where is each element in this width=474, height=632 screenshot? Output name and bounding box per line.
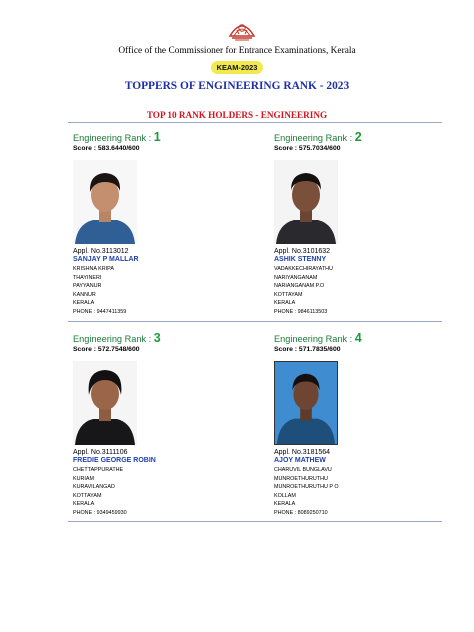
topper-card-rank-2 (274, 130, 464, 317)
rank-line: Engineering Rank : 2 (274, 130, 362, 144)
divider (68, 521, 442, 522)
address-line: KOTTAYAM (274, 291, 303, 298)
phone: PHONE : 8089250710 (274, 509, 328, 516)
page-title: TOPPERS OF ENGINEERING RANK - 2023 (124, 80, 350, 92)
topper-card-rank-1 (73, 130, 263, 317)
office-title: Office of the Commissioner for Entrance Examinations, Kerala (118, 46, 356, 56)
address-line: NARIANGANAM P.O (274, 283, 325, 290)
address-line: KANNUR (73, 291, 96, 298)
address-line: KOTTAYAM (73, 492, 102, 499)
student-name: SANJAY P MALLAR (73, 256, 139, 263)
student-name: AJOY MATHEW (274, 457, 326, 464)
address-line: CHETTAPPURATHE (73, 467, 124, 473)
topper-card-rank-3 (73, 331, 263, 518)
rank-number: 1 (153, 130, 161, 144)
student-photo (73, 160, 137, 244)
address-line: KERALA (73, 501, 95, 508)
divider (68, 321, 442, 322)
address-line: MUNROETHURUTHU (274, 475, 328, 482)
address-line: KURAVILANGAD (73, 484, 115, 491)
exam-badge: KEAM-2023 (211, 61, 263, 74)
address-line: KERALA (73, 300, 95, 307)
phone: PHONE : 9846113503 (274, 308, 328, 315)
address-line: KERALA (274, 501, 296, 508)
address-line: KURIAM (73, 475, 94, 482)
student-photo (274, 160, 338, 244)
score: Score : 571.7835/600 (274, 346, 341, 353)
address-line: KERALA (274, 300, 296, 307)
application-number: Appl. No.3111106 (73, 449, 128, 456)
divider (68, 122, 442, 123)
phone: PHONE : 9349459930 (73, 509, 127, 516)
student-photo (274, 361, 338, 445)
phone: PHONE : 9447411359 (73, 308, 127, 315)
rank-number: 4 (354, 331, 362, 345)
address-block (73, 466, 263, 518)
score: Score : 575.7034/600 (274, 145, 341, 152)
rank-line: Engineering Rank : 4 (274, 331, 362, 345)
application-number: Appl. No.3113012 (73, 248, 129, 255)
address-block (274, 466, 464, 518)
address-line: PAYYANUR (73, 283, 102, 290)
application-number: Appl. No.3101632 (274, 248, 331, 255)
rank-number: 2 (354, 130, 362, 144)
student-photo (73, 361, 137, 445)
address-block (73, 265, 263, 317)
address-block (274, 265, 464, 317)
rank-line: Engineering Rank : 1 (73, 130, 161, 144)
student-name: FREDIE GEORGE ROBIN (73, 457, 156, 464)
section-subtitle: TOP 10 RANK HOLDERS - ENGINEERING (146, 110, 328, 120)
address-line: VADAKKECHIRAYATHU (274, 266, 333, 272)
kerala-emblem-icon (226, 14, 258, 44)
rank-number: 3 (153, 331, 161, 345)
rank-line: Engineering Rank : 3 (73, 331, 161, 345)
application-number: Appl. No.3181564 (274, 449, 331, 456)
address-line: CHARUVIL BUNGLAVU (274, 467, 332, 473)
topper-card-rank-4 (274, 331, 464, 518)
score: Score : 572.7548/600 (73, 346, 140, 353)
score: Score : 583.6440/600 (73, 145, 140, 152)
address-line: THAYINERI (73, 274, 102, 281)
address-line: KRISHNA KRIPA (73, 266, 114, 272)
address-line: MUNROETHURUTHU P O (274, 484, 339, 491)
address-line: KOLLAM (274, 492, 296, 499)
address-line: NARIYANGANAM (274, 274, 318, 281)
student-name: ASHIK STENNY (274, 256, 327, 263)
